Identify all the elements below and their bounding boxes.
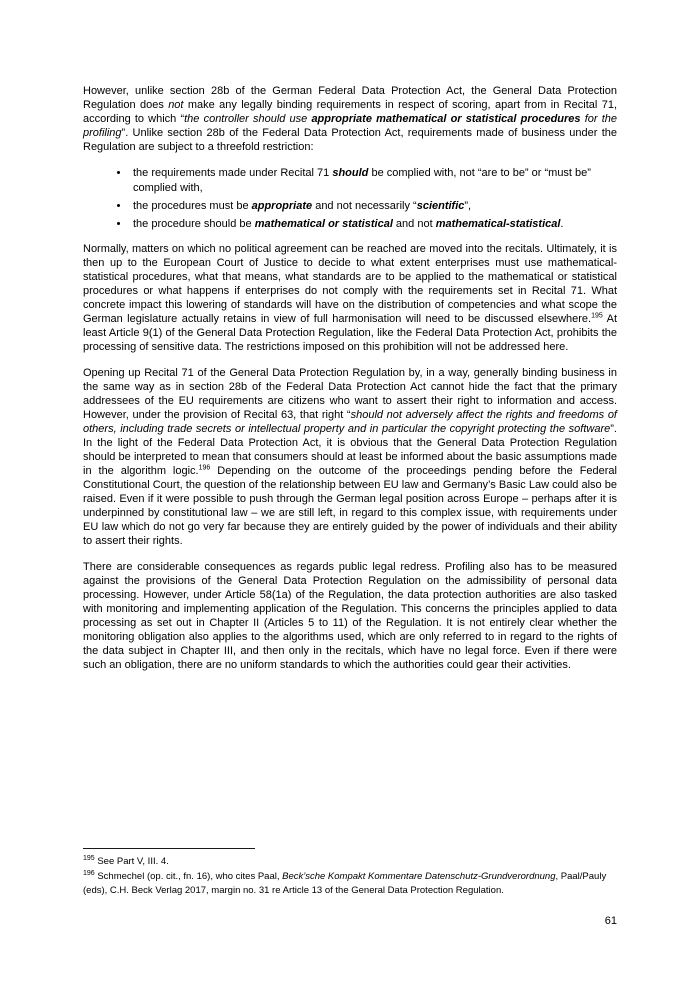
footnote-marker: 195: [83, 854, 95, 862]
text-run: Opening up Recital 71 of the General Data Protection Regulation by, in a way, generally binding business in the same way as in section 28b of the Federal Data Protection Act cannot hide the fact that the primary addressees of the EU requirements are citizens who want to assert their right to information and access. However, under the provision of Recital 63, that right “: [83, 367, 617, 421]
text-run: Normally, matters on which no political agreement can be reached are moved into the recitals. Ultimately, it is then up to the European Court of Justice to decide to what extent enterprises must use mathematical-statistical procedures, what that means, what standards are to be applied to the mathematical or statistical procedures or what happens if enterprises do not comply with the requirements set in Recital 71. What concrete impact this lowering of standards will have on the distribution of competencies and what scope the German legislature actually retains in view of full harmonisation will need to be discussed elsewhere.: [83, 243, 617, 325]
list-item: [130, 166, 617, 196]
paragraph: [83, 560, 617, 672]
paragraph: [83, 84, 617, 154]
text-run: .: [560, 218, 564, 230]
text-run: for the profiling: [83, 113, 617, 139]
paragraph: [83, 366, 617, 548]
footnotes-section: [83, 848, 617, 899]
text-run: the procedures must be: [133, 200, 252, 212]
text-run: the controller should use: [184, 113, 312, 125]
text-run: appropriate: [251, 200, 313, 212]
text-run: ”. Unlike section 28b of the Federal Data Protection Act, requirements made of business under the Regulation are subject to a threefold restriction:: [83, 127, 617, 153]
text-run: should: [332, 167, 369, 179]
text-run: Beck’sche Kompakt Kommentare Datenschutz-Grundverordnung: [282, 870, 556, 882]
text-run: At least Article 9(1) of the General Data Protection Regulation, like the Federal Data Protection Act, prohibits the processing of sensitive data. The restrictions imposed on this prohibition will not be addressed here.: [83, 313, 617, 353]
bullet-list: [83, 166, 617, 232]
text-run: There are considerable consequences as regards public legal redress. Profiling also has to be measured against the provisions of the General Data Protection Regulation on the admissibility of personal data processing. However, under Article 58(1a) of the Regulation, the data protection authorities are also tasked with monitoring and implementing application of the Regulation. This concerns the principles applied to data processing as set out in Chapter II (Articles 5 to 11) of the Regulation. It is not entirely clear whether the monitoring obligation also applies to the algorithms used, which are only referred to in regard to the rights of the data subject in Chapter III, and then only in the recitals, which have no legal force. Even if there were such an obligation, there are no uniform standards to which the authorities could gear their activities.: [83, 561, 617, 671]
text-run: , Paal/Pauly (eds), C.H. Beck Verlag 2017, margin no. 31 re Article 13 of the General Data Protection Regulation.: [83, 870, 607, 896]
text-run: See Part V, III. 4.: [94, 856, 169, 867]
text-run: Schmechel (op. cit., fn. 16), who cites Paal,: [94, 870, 283, 882]
footnote-list: [83, 855, 617, 899]
text-run: the requirements made under Recital 71: [133, 167, 333, 179]
text-run: Depending on the outcome of the proceedings pending before the Federal Constitutional Court, the question of the relationship between EU law and Germany’s Basic Law could also be raised. Even if it were possible to push through the German legal position across Europe – perhaps after it is underpinned by constitutional law – we are still left, in regard to this complex issue, with requirements under EU law which do not go very far because they are entirely guided by the power of individuals and their ability to assert their rights.: [83, 465, 617, 547]
footnote: [83, 855, 617, 870]
footnote-marker: 196: [198, 464, 211, 472]
text-run: mathematical-statistical: [435, 218, 561, 230]
text-run: not: [168, 99, 184, 111]
text-run: appropriate mathematical or statistical procedures: [311, 113, 581, 125]
footnote: [83, 870, 617, 899]
list-item: [130, 199, 617, 214]
text-run: should not adversely affect the rights and freedoms of others, including trade secrets or intellectual property and in particular the copyright protecting the software: [83, 409, 617, 435]
text-run: and not necessarily “: [312, 200, 417, 212]
document-body: [83, 84, 617, 684]
list-item: [130, 217, 617, 232]
paragraph: [83, 242, 617, 354]
text-run: the procedure should be: [133, 218, 255, 230]
text-run: make any legally binding requirements in respect of scoring, apart from in Recital 71, according to which “: [83, 99, 617, 125]
footnote-marker: 195: [591, 312, 603, 320]
page-number: 61: [604, 915, 617, 927]
footnote-separator-rule: [83, 848, 255, 849]
text-run: ”,: [464, 200, 472, 212]
text-run: and not: [392, 218, 436, 230]
text-run: scientific: [416, 200, 465, 212]
footnote-marker: 196: [83, 869, 95, 877]
text-run: ”. In the light of the Federal Data Protection Act, it is obvious that the General Data Protection Regulation should be interpreted to mean that consumers should at least be informed about the basic assumptions made in the algorithm logic.: [83, 423, 617, 477]
text-run: be complied with, not “are to be” or “must be” complied with,: [133, 167, 591, 194]
text-run: mathematical or statistical: [254, 218, 393, 230]
text-run: However, unlike section 28b of the German Federal Data Protection Act, the General Data Protection Regulation does: [83, 85, 617, 111]
